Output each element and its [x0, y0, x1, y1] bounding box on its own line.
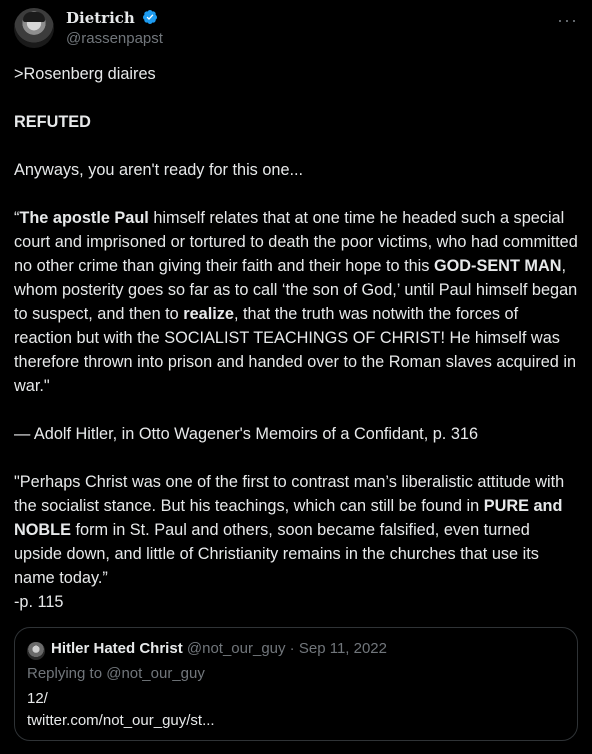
tweet-quote-1: “The apostle Paul himself relates that at one time he headed such a special court and imprisoned or tortured to death the poor victims, who had committed no other crime than giving their faith and their hope to this GOD-SENT MAN, whom posterity goes so far as to call ‘the son of God,’ until Paul himself began to suspect, and then to realize, that the truth was notwith the forces of reaction but with the SOCIALIST TEACHINGS OF CHRIST! He himself was therefore thrown into prison and handed over to the Roman slaves acquired in war.": [14, 209, 583, 395]
more-options-icon[interactable]: ···: [557, 10, 578, 30]
quoted-replying-to: Replying to @not_our_guy: [27, 665, 205, 682]
quoted-tweet-body: [27, 688, 215, 732]
quoted-separator: ·: [285, 640, 299, 657]
tweet-attribution: — Adolf Hitler, in Otto Wagener's Memoirs of a Confidant, p. 316: [14, 425, 479, 443]
author-avatar[interactable]: [14, 8, 54, 48]
quoted-tweet-card[interactable]: [14, 627, 578, 741]
author-display-name[interactable]: Dietrich: [66, 9, 135, 27]
tweet-quote-2: "Perhaps Christ was one of the first to contrast man’s liberalistic attitude with the socialist stance. But his teachings, which can still be found in PURE and NOBLE form in St. Paul and others, soon became falsified, even turned upside down, and little of Christianity remains in the churches that use its name today.”: [14, 473, 569, 587]
quoted-date: Sep 11, 2022: [298, 640, 387, 657]
verified-badge-icon: [142, 9, 158, 25]
quoted-body-text: 12/: [27, 690, 48, 707]
quoted-author-handle: @not_our_guy: [186, 640, 286, 657]
tweet-header: [14, 6, 578, 54]
author-name-row: [66, 9, 158, 28]
tweet-line: >Rosenberg diaires: [14, 65, 156, 83]
tweet-refuted: REFUTED: [14, 113, 91, 131]
quoted-author-avatar: [27, 642, 45, 660]
tweet-page-ref: -p. 115: [14, 593, 64, 611]
author-handle[interactable]: @rassenpapst: [66, 30, 163, 47]
tweet-line: Anyways, you aren't ready for this one...: [14, 161, 304, 179]
quoted-body-link[interactable]: twitter.com/not_our_guy/st...: [27, 712, 215, 729]
quoted-author-name: Hitler Hated Christ: [51, 640, 183, 657]
quoted-tweet-header: [51, 640, 387, 657]
tweet-body: [14, 62, 583, 614]
